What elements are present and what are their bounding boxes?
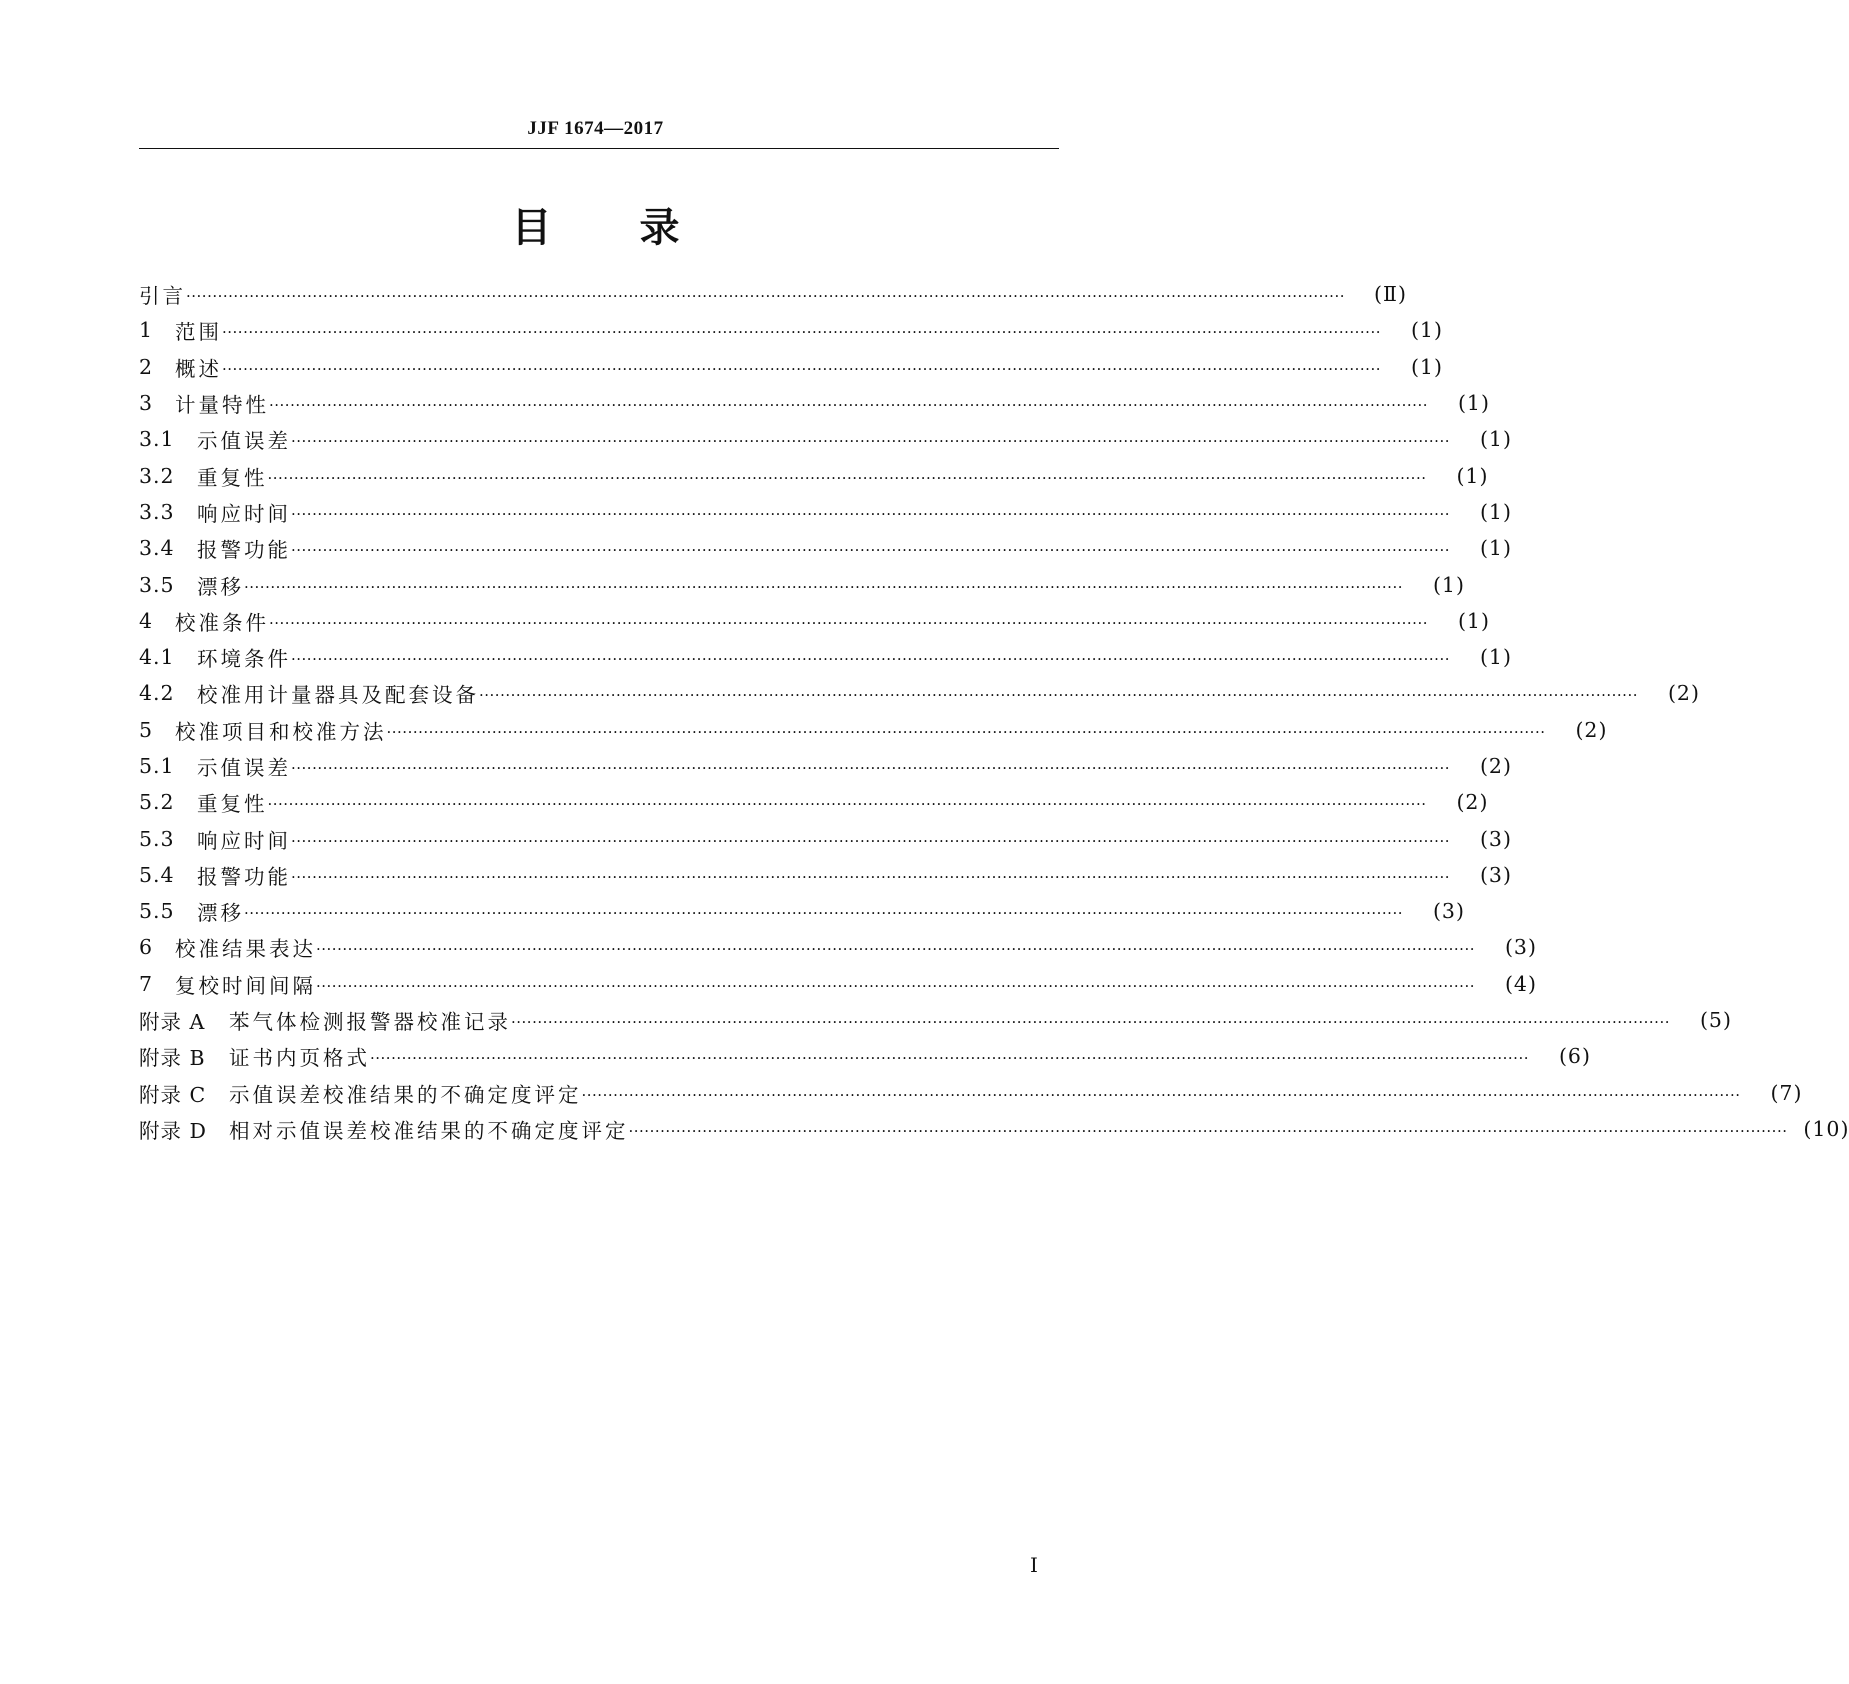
toc-entry[interactable] (139, 893, 1465, 929)
dot-leader: ···························································································································································································································· (479, 686, 1638, 705)
toc-entry-number: 5 (139, 717, 154, 742)
toc-entry[interactable] (139, 421, 1512, 457)
toc-entry-label: 示值误差 (197, 429, 291, 454)
dot-leader: ···························································································································································································································· (267, 468, 1427, 487)
toc-entry[interactable] (139, 966, 1537, 1002)
toc-entry-page: (6) (1558, 1044, 1591, 1069)
toc-entry-page: (2) (1667, 681, 1700, 706)
toc-entry-number: 5.4 (139, 862, 175, 887)
toc-entry-number: 5.5 (139, 899, 175, 924)
toc-entry-number: 4.2 (139, 681, 175, 706)
toc-title (0, 196, 1191, 253)
toc-entry-page: (1) (1457, 608, 1490, 633)
toc-entry-label: 复校时间间隔 (175, 973, 316, 998)
toc-entry-page: (1) (1410, 354, 1443, 379)
toc-entry[interactable] (139, 312, 1443, 348)
toc-entry-page: (2) (1456, 790, 1489, 815)
toc-entry[interactable] (139, 349, 1443, 385)
toc-entry-label: 漂移 (197, 901, 244, 926)
toc-entry-label: 示值误差校准结果的不确定度评定 (229, 1082, 582, 1107)
toc-entry-number: 3.4 (139, 536, 175, 561)
toc-title-char-2: 录 (639, 205, 680, 251)
standard-code-header: JJF 1674—2017 (527, 118, 664, 139)
toc-entry[interactable] (139, 1038, 1591, 1074)
toc-entry-number: 附录 C (139, 1082, 207, 1107)
toc-entry-number: 1 (139, 318, 154, 343)
toc-entry-page: (1) (1410, 318, 1443, 343)
dot-leader: ···························································································································································································································· (581, 1085, 1741, 1104)
toc-entry[interactable] (139, 494, 1512, 530)
toc-entry-label: 校准用计量器具及配套设备 (197, 683, 479, 708)
toc-entry-number: 5.2 (139, 790, 175, 815)
toc-entry-label: 响应时间 (197, 828, 291, 853)
dot-leader: ···························································································································································································································· (511, 1013, 1670, 1032)
toc-entry-label: 范围 (175, 320, 222, 345)
toc-entry[interactable] (139, 857, 1512, 893)
toc-entry-page: (1) (1479, 536, 1512, 561)
toc-entry[interactable] (139, 385, 1490, 421)
dot-leader: ···························································································································································································································· (269, 613, 1428, 632)
toc-entry-page: (3) (1479, 826, 1512, 851)
page-number: Ⅰ (1030, 1553, 1038, 1577)
toc-entry[interactable] (139, 276, 1407, 312)
dot-leader: ···························································································································································································································· (291, 867, 1450, 886)
dot-leader: ···························································································································································································································· (291, 432, 1450, 451)
toc-entry-number: 6 (139, 935, 154, 960)
toc-entry-number: 3.5 (139, 572, 175, 597)
toc-entry-label: 校准项目和校准方法 (175, 719, 387, 744)
toc-entry-label: 苯气体检测报警器校准记录 (229, 1010, 511, 1035)
toc-entry-label: 相对示值误差校准结果的不确定度评定 (229, 1118, 629, 1143)
toc-entry-number: 附录 D (139, 1118, 207, 1143)
toc-entry-number: 4 (139, 608, 154, 633)
dot-leader: ···························································································································································································································· (291, 541, 1450, 560)
toc-entry-page: (10) (1803, 1116, 1849, 1141)
toc-entry-page: (3) (1432, 899, 1465, 924)
toc-entry-page: (2) (1575, 717, 1608, 742)
toc-entry-label: 校准条件 (175, 610, 269, 635)
toc-entry-number: 3 (139, 391, 154, 416)
toc-entry[interactable] (139, 712, 1608, 748)
dot-leader: ···························································································································································································································· (222, 359, 1381, 378)
dot-leader: ···························································································································································································································· (628, 1121, 1788, 1140)
toc-entry[interactable] (139, 748, 1512, 784)
toc-entry-page: (3) (1504, 935, 1537, 960)
toc-entry-page: (1) (1479, 499, 1512, 524)
dot-leader: ···························································································································································································································· (316, 976, 1475, 995)
toc-entry-page: (5) (1699, 1008, 1732, 1033)
toc-entry-label: 引言 (139, 284, 186, 309)
toc-entry[interactable] (139, 820, 1512, 856)
toc-entry-number: 2 (139, 354, 154, 379)
toc-entry-page: (1) (1479, 645, 1512, 670)
toc-entry-number: 附录 B (139, 1046, 206, 1071)
toc-entry-page: (1) (1432, 572, 1465, 597)
dot-leader: ···························································································································································································································· (291, 504, 1450, 523)
toc-entry[interactable] (139, 1075, 1803, 1111)
dot-leader: ···························································································································································································································· (291, 650, 1450, 669)
toc-entry[interactable] (139, 457, 1489, 493)
toc-entry-label: 概述 (175, 356, 222, 381)
toc-entry-number: 附录 A (139, 1010, 206, 1035)
toc-entry[interactable] (139, 566, 1465, 602)
toc-entry[interactable] (139, 639, 1512, 675)
toc-entry-label: 响应时间 (197, 501, 291, 526)
toc-entry[interactable] (139, 603, 1490, 639)
dot-leader: ···························································································································································································································· (316, 940, 1475, 959)
toc-entry-number: 5.3 (139, 826, 175, 851)
dot-leader: ···························································································································································································································· (244, 577, 1403, 596)
toc-entry-label: 环境条件 (197, 647, 291, 672)
toc-entry-number: 3.1 (139, 427, 175, 452)
dot-leader: ···························································································································································································································· (244, 904, 1403, 923)
toc-entry-label: 重复性 (197, 792, 268, 817)
toc-entry-label: 报警功能 (197, 864, 291, 889)
toc-entry-page: (1) (1457, 391, 1490, 416)
toc-entry-page: (3) (1479, 862, 1512, 887)
toc-entry-number: 3.3 (139, 499, 175, 524)
toc-entry[interactable] (139, 784, 1489, 820)
dot-leader: ···························································································································································································································· (291, 759, 1450, 777)
toc-entry-label: 示值误差 (197, 756, 291, 780)
toc-entry-page: (7) (1770, 1080, 1803, 1105)
toc-entry-label: 漂移 (197, 574, 244, 599)
toc-entry-page: (Ⅱ) (1374, 282, 1407, 307)
dot-leader: ···························································································································································································································· (269, 396, 1428, 415)
toc-entry-number: 7 (139, 971, 154, 996)
toc-entry-label: 计量特性 (175, 393, 269, 418)
dot-leader: ···························································································································································································································· (267, 795, 1427, 814)
toc-entry-number: 3.2 (139, 463, 175, 488)
dot-leader: ···························································································································································································································· (291, 831, 1450, 850)
toc-entry-page: (2) (1479, 754, 1512, 778)
dot-leader: ···························································································································································································································· (186, 287, 1345, 306)
toc-entry-page: (4) (1504, 971, 1537, 996)
toc-entry[interactable] (139, 929, 1537, 965)
toc-entry-label: 报警功能 (197, 538, 291, 563)
toc-entry-number: 5.1 (139, 754, 175, 778)
toc-entry-page: (1) (1456, 463, 1489, 488)
toc-entry-page: (1) (1479, 427, 1512, 452)
toc-entry[interactable] (139, 530, 1512, 566)
toc-entry-label: 校准结果表达 (175, 937, 316, 962)
toc-entry[interactable] (139, 1111, 1849, 1147)
toc-entry[interactable] (139, 675, 1700, 711)
dot-leader: ···························································································································································································································· (370, 1049, 1529, 1068)
header-divider (139, 148, 1059, 149)
table-of-contents (139, 276, 1849, 1147)
toc-title-char-1: 目 (511, 205, 552, 251)
dot-leader: ···························································································································································································································· (386, 722, 1546, 741)
toc-entry-number: 4.1 (139, 645, 175, 670)
toc-entry[interactable] (139, 1002, 1732, 1038)
dot-leader: ···························································································································································································································· (222, 323, 1381, 342)
toc-entry-label: 证书内页格式 (229, 1046, 370, 1071)
toc-entry-label: 重复性 (197, 465, 268, 490)
